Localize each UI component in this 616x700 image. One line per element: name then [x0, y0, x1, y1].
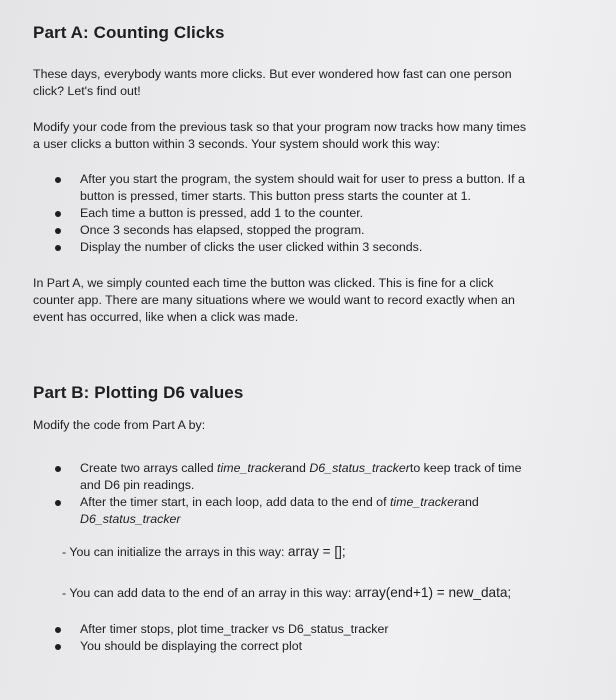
part-b-modify-intro: Modify the code from Part A by:: [33, 418, 206, 432]
text-span: and: [285, 461, 310, 475]
part-a-summary-line2: counter app. There are many situations where we would want to record exactly when an: [33, 293, 515, 307]
bullet-text-line2: [80, 511, 521, 528]
bullet-text-line1: [80, 494, 521, 511]
list-item: [80, 494, 521, 528]
bullet-text-line1: You should be displaying the correct plot: [80, 639, 303, 653]
part-a-modify-line1: Modify your code from the previous task so that your program now tracks how many times: [33, 120, 527, 134]
list-item: [80, 460, 521, 494]
text-span: Create two arrays called: [80, 461, 218, 475]
bullet-text-line1: Display the number of clicks the user clicked within 3 seconds.: [80, 240, 423, 254]
var-time-tracker: time_tracker: [217, 461, 286, 475]
bullet-icon: [55, 177, 61, 183]
var-d6-status-tracker: D6_status_tracker: [80, 512, 181, 526]
init-arrays-line: [62, 543, 346, 561]
bullet-text-line2: and D6 pin readings.: [80, 478, 195, 492]
bullet-text-line1: After timer stops, plot time_tracker vs D6_status_tracker: [80, 622, 389, 636]
bullet-icon: [55, 500, 61, 506]
bullet-icon: [55, 466, 61, 472]
bullet-icon: [55, 211, 61, 217]
part-b-heading: Part B: Plotting D6 values: [33, 383, 244, 402]
bullet-text-line1: [80, 460, 521, 477]
part-a-summary-line3: event has occurred, like when a click was made.: [33, 310, 299, 324]
part-a-intro-line2: click? Let's find out!: [33, 84, 141, 98]
code-snippet: array(end+1) = new_data;: [354, 585, 512, 600]
append-data-line: [62, 584, 511, 602]
text-span: to keep track of time: [409, 461, 522, 475]
part-a-summary-line1: In Part A, we simply counted each time the button was clicked. This is fine for a click: [33, 276, 494, 290]
bullet-text-line2: button is pressed, timer starts. This button press starts the counter at 1.: [80, 189, 471, 203]
part-b-bullet-list-1: [80, 460, 521, 528]
bullet-text-line1: After you start the program, the system should wait for user to press a button. If a: [80, 172, 525, 186]
text-span: After the timer start, in each loop, add data to the end of: [80, 495, 390, 509]
list-item: [80, 222, 525, 239]
text-span: - You can initialize the arrays in this way:: [62, 545, 288, 559]
text-span: - You can add data to the end of an array in this way:: [62, 586, 355, 600]
bullet-icon: [55, 644, 61, 650]
code-snippet: array = [];: [287, 544, 346, 559]
bullet-icon: [55, 228, 61, 234]
list-item: [80, 205, 525, 222]
list-item: [80, 239, 525, 256]
part-a-intro-line1: These days, everybody wants more clicks. But ever wondered how fast can one person: [33, 67, 512, 81]
part-a-bullet-list: [80, 171, 525, 256]
list-item: [80, 638, 389, 655]
var-time-tracker: time_tracker: [389, 495, 459, 509]
text-span: and: [458, 495, 479, 509]
var-d6-status-tracker: D6_status_tracker: [309, 461, 410, 475]
list-item: [80, 621, 389, 638]
part-b-bullet-list-2: [80, 621, 389, 655]
bullet-text-line1: Once 3 seconds has elapsed, stopped the program.: [80, 223, 365, 237]
bullet-icon: [55, 245, 61, 251]
part-a-heading: Part A: Counting Clicks: [33, 23, 225, 42]
bullet-icon: [55, 627, 61, 633]
list-item: [80, 171, 525, 205]
bullet-text-line1: Each time a button is pressed, add 1 to the counter.: [80, 206, 364, 220]
part-a-modify-line2: a user clicks a button within 3 seconds. Your system should work this way:: [33, 137, 441, 151]
